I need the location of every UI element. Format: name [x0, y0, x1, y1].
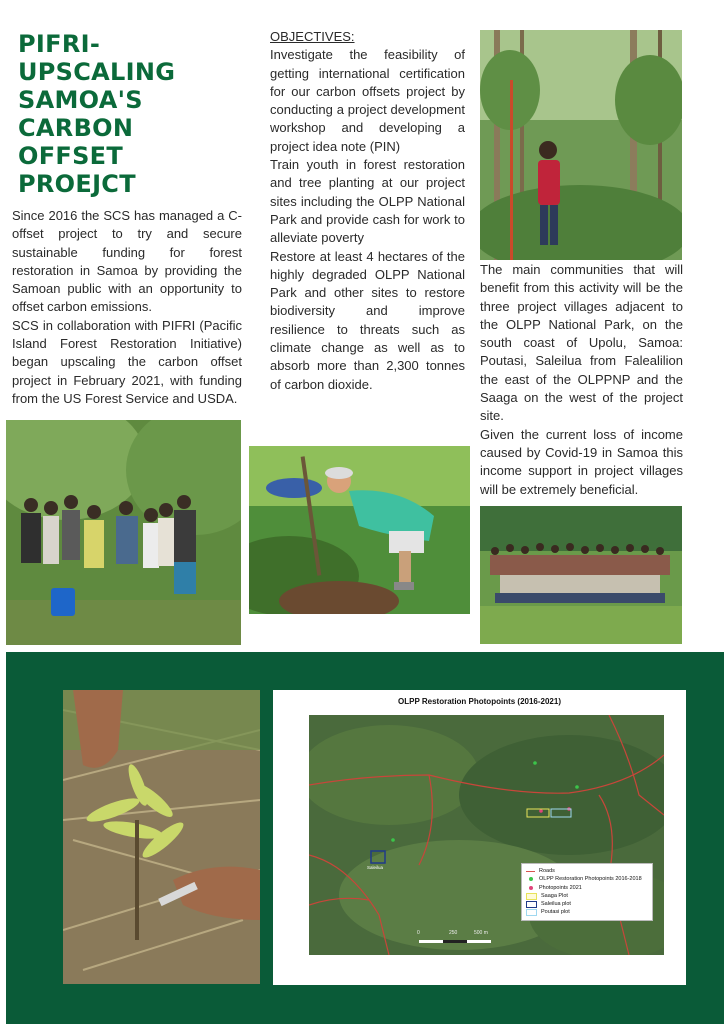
scale-label-0: 0: [417, 930, 420, 936]
communities-paragraph-2: Given the current loss of income caused by Covid-19 in Samoa this income support in project villages will be extremely beneficial.: [480, 426, 683, 497]
legend-photopoints-2021: Photopoints 2021: [526, 884, 648, 892]
blue-box-icon: [526, 901, 537, 908]
green-dot-icon: [529, 877, 533, 881]
legend-saleilua-plot: Saleilua plot: [526, 900, 648, 908]
objective-item-1: Investigate the feasibility of getting international certification for our carbon offsets project by conducting a project development workshop and developing a project idea note (PIN): [270, 47, 465, 154]
intro-paragraph-1: Since 2016 the SCS has managed a C-offset project to try and secure sustainable funding for forest restoration in Samoa by providing the Samoan public with an opportunity to offset carbon emissions.: [12, 208, 242, 315]
scale-bar: [419, 940, 491, 943]
intro-paragraph-2: SCS in collaboration with PIFRI (Pacific Island Forest Restoration Initiative) began upscaling the carbon offset project in February 2021, with funding from the US Forest Service and USDA.: [12, 317, 242, 406]
objective-item-3: Restore at least 4 hectares of the highly degraded OLPP National Park and other sites to restore biodiversity and improve resilience to threats such as climate change as well as to absorb more than 2,300 tonnes of carbon dioxide.: [270, 248, 465, 392]
communities-paragraph-1: The main communities that will benefit from this activity will be the three project villages adjacent to the OLPP National Park, on the south coast of Upolu, Samoa: Poutasi, Saleilua from Falealilion the east of the OLPPNP and the Saaga on the west of the project site.: [480, 262, 683, 424]
photo-youth-group: [6, 420, 241, 645]
photo-tree-planting: [249, 446, 470, 614]
legend-photopoints-2016: OLPP Restoration Photopoints 2016-2018: [526, 875, 648, 883]
photo-seedling-measurement: [63, 690, 260, 984]
objectives-heading: OBJECTIVES:: [270, 29, 355, 44]
photo-community-group: [480, 506, 682, 644]
map-card: [273, 690, 686, 985]
page-title: PIFRI- UPSCALING SAMOA'S CARBON OFFSET PROEJCT: [18, 30, 176, 198]
pink-dot-icon: [529, 886, 533, 890]
objective-item-2: Train youth in forest restoration and tree planting at our project sites including the OLPP National Park and provide cash for work to alleviate poverty: [270, 157, 465, 246]
photo-youth-in-forest: [480, 30, 682, 260]
map-legend: [521, 863, 653, 921]
legend-roads: Roads: [526, 867, 648, 875]
saleilua-label: Saleilua: [367, 865, 384, 870]
legend-saaga-plot: Saaga Plot: [526, 892, 648, 900]
light-blue-box-icon: [526, 909, 537, 916]
intro-text: [12, 207, 242, 408]
scale-label-500: 500 m: [474, 930, 488, 936]
map-area: [309, 715, 664, 955]
yellow-box-icon: [526, 893, 537, 900]
roads-swatch-icon: [526, 871, 535, 872]
communities-text: [480, 261, 683, 499]
map-title: OLPP Restoration Photopoints (2016-2021): [398, 697, 561, 706]
scale-label-250: 250: [449, 930, 458, 936]
legend-poutasi-plot: Poutasi plot: [526, 908, 648, 916]
objectives-section: [270, 28, 465, 394]
